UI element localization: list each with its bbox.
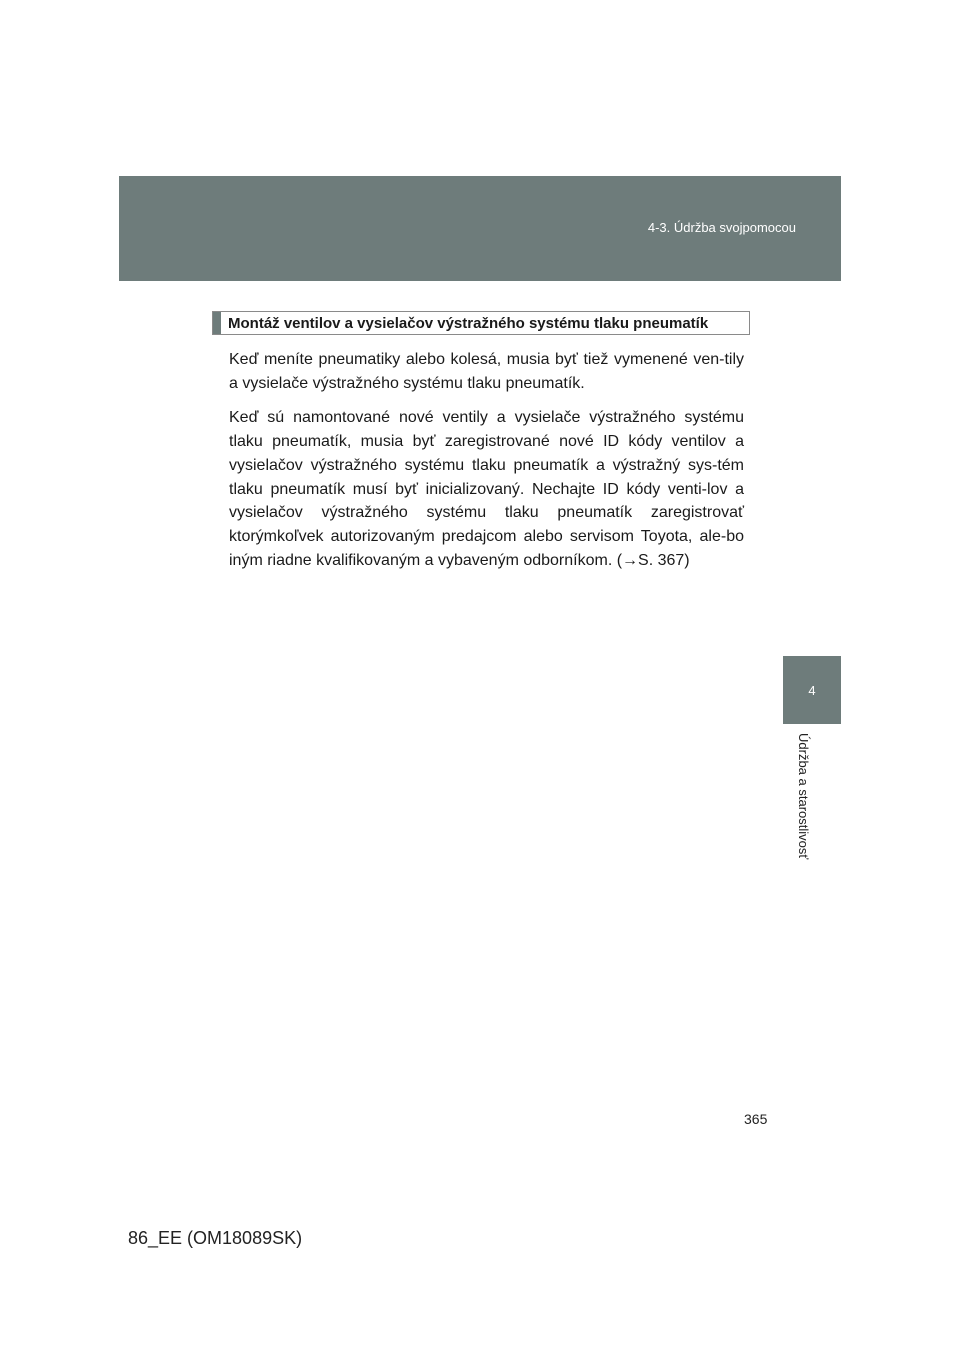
body-text (229, 348, 744, 583)
section-title: Montáž ventilov a vysielačov výstražného systému tlaku pneumatík (228, 315, 709, 332)
section-marker (213, 312, 221, 334)
header-section-title: 4-3. Údržba svojpomocou (647, 220, 796, 235)
paragraph-2: Keď sú namontované nové ventily a vysielače výstražného systému tlaku pneumatík, musia byť zaregistrované nové ID kódy ventilov a vysielačov výstražného systému tlaku pneumatík a výstražný sys-tém tlaku pneumatík musí byť inicializovaný. Nechajte ID kódy venti-lov a vysielačov výstražného systému tlaku pneumatík zaregistrovať ktorýmkoľvek autorizovaným predajcom alebo servisom Toyota, ale-bo iným riadne kvalifikovaným a vybaveným odborníkom. (→S. 367) (229, 409, 744, 569)
section-heading-box (212, 311, 750, 335)
paragraph-1: Keď meníte pneumatiky alebo kolesá, musia byť tiež vymenené ven-tily a vysielače výstražného systému tlaku pneumatík. (229, 351, 744, 392)
chapter-label: Údržba a starostlivosť (796, 733, 811, 860)
footer-document-code: 86_EE (OM18089SK) (128, 1228, 303, 1248)
header-band (119, 176, 841, 281)
page-number: 365 (744, 1111, 768, 1127)
chapter-tab (783, 656, 841, 724)
chapter-number: 4 (808, 683, 816, 698)
